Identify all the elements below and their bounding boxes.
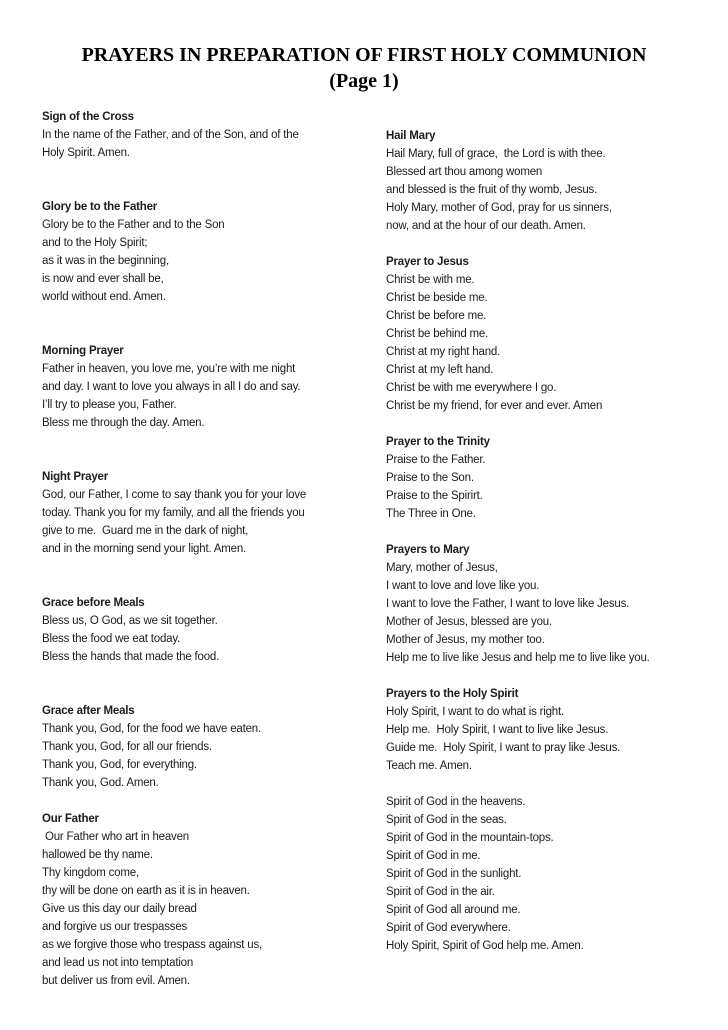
prayer-section	[386, 433, 712, 523]
prayer-line: Christ be behind me.	[386, 328, 489, 340]
prayer-section	[386, 253, 712, 415]
prayer-line: Our Father who art in heaven	[42, 831, 189, 843]
prayer-line: God, our Father, I come to say thank you for your love	[42, 489, 307, 501]
prayer-line: Teach me. Amen.	[386, 760, 472, 772]
prayer-line: Bless the food we eat today.	[42, 633, 181, 645]
prayer-line: The Three in One.	[386, 508, 476, 520]
prayer-line: Mother of Jesus, blessed are you.	[386, 616, 552, 628]
prayer-line: Help me to live like Jesus and help me to live like you.	[386, 652, 650, 664]
prayer-line: Father in heaven, you love me, you’re with me night	[42, 363, 296, 375]
prayer-line: now, and at the hour of our death. Amen.	[386, 220, 586, 232]
prayer-section	[386, 793, 712, 955]
prayer-line: Spirit of God in the air.	[386, 886, 495, 898]
prayer-line: Holy Spirit, Spirit of God help me. Amen.	[386, 940, 584, 952]
prayer-line: Bless us, O God, as we sit together.	[42, 615, 218, 627]
prayer-line: I want to love the Father, I want to love like Jesus.	[386, 598, 630, 610]
prayer-line: Christ be with me.	[386, 274, 475, 286]
document-header	[0, 0, 728, 94]
prayer-section	[42, 810, 386, 990]
prayer-line: Give us this day our daily bread	[42, 903, 197, 915]
prayer-line: Holy Mary, mother of God, pray for us sinners,	[386, 202, 612, 214]
prayer-line: Guide me. Holy Spirit, I want to pray like Jesus.	[386, 742, 621, 754]
prayer-section	[42, 702, 386, 792]
prayer-line: In the name of the Father, and of the Son, and of the	[42, 129, 299, 141]
prayer-line: Christ at my left hand.	[386, 364, 494, 376]
prayer-line: Spirit of God all around me.	[386, 904, 521, 916]
prayer-line: Christ be before me.	[386, 310, 487, 322]
prayer-line: world without end. Amen.	[42, 291, 166, 303]
prayer-line: Glory be to the Father and to the Son	[42, 219, 225, 231]
prayer-line: Praise to the Father.	[386, 454, 486, 466]
prayer-line: Spirit of God in the mountain-tops.	[386, 832, 554, 844]
prayer-heading: Prayer to Jesus	[386, 256, 469, 268]
prayer-line: Bless the hands that made the food.	[42, 651, 220, 663]
prayer-line: Spirit of God in the seas.	[386, 814, 507, 826]
prayer-line: and forgive us our trespasses	[42, 921, 188, 933]
page-title: PRAYERS IN PREPARATION OF FIRST HOLY COMMUNION	[81, 44, 647, 66]
prayer-line: Blessed art thou among women	[386, 166, 543, 178]
prayer-line: as we forgive those who trespass against us,	[42, 939, 263, 951]
prayer-line: Thy kingdom come,	[42, 867, 139, 879]
prayer-line: is now and ever shall be,	[42, 273, 164, 285]
prayer-line: thy will be done on earth as it is in heaven.	[42, 885, 250, 897]
prayer-line: Thank you, God, for all our friends.	[42, 741, 212, 753]
prayer-heading: Glory be to the Father	[42, 201, 158, 213]
prayer-heading: Hail Mary	[386, 130, 436, 142]
prayer-line: and blessed is the fruit of thy womb, Jesus.	[386, 184, 598, 196]
prayer-section	[42, 198, 386, 306]
prayer-line: hallowed be thy name.	[42, 849, 153, 861]
prayer-line: Christ at my right hand.	[386, 346, 501, 358]
two-column-body	[0, 108, 728, 990]
prayer-section	[386, 685, 712, 775]
prayer-line: but deliver us from evil. Amen.	[42, 975, 190, 987]
prayer-line: give to me. Guard me in the dark of night,	[42, 525, 249, 537]
prayer-heading: Sign of the Cross	[42, 111, 134, 123]
prayer-line: and lead us not into temptation	[42, 957, 194, 969]
prayer-line: Help me. Holy Spirit, I want to live like Jesus.	[386, 724, 609, 736]
prayer-heading: Grace after Meals	[42, 705, 135, 717]
prayer-heading: Night Prayer	[42, 471, 108, 483]
prayer-line: Spirit of God in me.	[386, 850, 481, 862]
prayer-line: I’ll try to please you, Father.	[42, 399, 177, 411]
prayer-line: Holy Spirit. Amen.	[42, 147, 130, 159]
prayer-heading: Morning Prayer	[42, 345, 124, 357]
right-column	[386, 108, 712, 955]
prayer-section	[42, 594, 386, 666]
prayer-line: Thank you, God, for everything.	[42, 759, 197, 771]
prayer-line: Mary, mother of Jesus,	[386, 562, 498, 574]
prayer-line: and day. I want to love you always in all I do and say.	[42, 381, 301, 393]
prayer-heading: Grace before Meals	[42, 597, 145, 609]
prayer-line: Praise to the Spirirt.	[386, 490, 483, 502]
prayer-section	[42, 468, 386, 558]
prayer-line: and to the Holy Spirit;	[42, 237, 148, 249]
prayer-heading: Prayers to Mary	[386, 544, 470, 556]
prayer-line: and in the morning send your light. Amen.	[42, 543, 247, 555]
page-subtitle: (Page 1)	[329, 70, 399, 92]
prayer-line: Christ be with me everywhere I go.	[386, 382, 557, 394]
prayer-section	[42, 342, 386, 432]
prayer-line: Praise to the Son.	[386, 472, 474, 484]
prayer-line: Thank you, God. Amen.	[42, 777, 159, 789]
prayer-line: Christ be my friend, for ever and ever. Amen	[386, 400, 603, 412]
prayer-line: Spirit of God in the heavens.	[386, 796, 526, 808]
left-column	[42, 108, 386, 990]
prayer-line: I want to love and love like you.	[386, 580, 540, 592]
prayer-line: Spirit of God in the sunlight.	[386, 868, 522, 880]
prayer-line: Spirit of God everywhere.	[386, 922, 511, 934]
prayer-line: Christ be beside me.	[386, 292, 488, 304]
prayer-line: as it was in the beginning,	[42, 255, 169, 267]
prayer-heading: Our Father	[42, 813, 99, 825]
prayer-line: Thank you, God, for the food we have eaten.	[42, 723, 261, 735]
prayer-heading: Prayers to the Holy Spirit	[386, 688, 519, 700]
prayer-line: today. Thank you for my family, and all the friends you	[42, 507, 305, 519]
prayer-section	[42, 108, 386, 162]
prayer-section	[386, 127, 712, 235]
prayer-line: Holy Spirit, I want to do what is right.	[386, 706, 564, 718]
prayer-line: Hail Mary, full of grace, the Lord is with thee.	[386, 148, 606, 160]
prayer-line: Bless me through the day. Amen.	[42, 417, 205, 429]
prayer-line: Mother of Jesus, my mother too.	[386, 634, 545, 646]
prayer-heading: Prayer to the Trinity	[386, 436, 490, 448]
prayer-section	[386, 541, 712, 667]
